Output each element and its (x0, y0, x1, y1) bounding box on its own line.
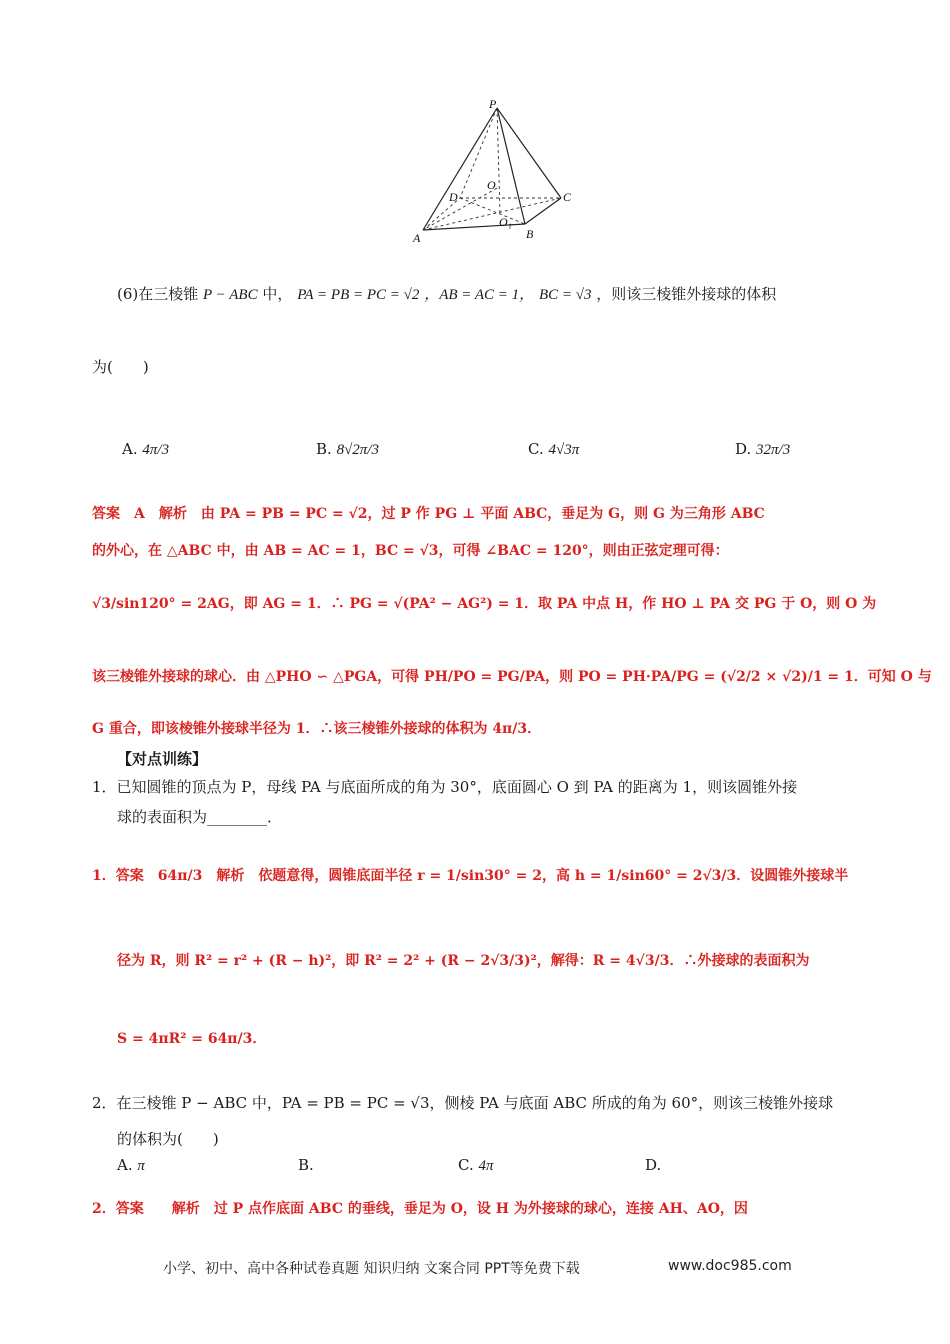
footer-url[interactable]: www.doc985.com (668, 1258, 792, 1274)
q2-option-c: C. 4π (458, 1156, 494, 1174)
label-O1: O₁ (499, 215, 512, 229)
label-P: P (489, 98, 497, 111)
q2-option-a: A. π (117, 1156, 145, 1174)
edge-AC (423, 198, 561, 230)
a6-line3: √3/sin120° = 2AG，即 AG = 1．∴ PG = √(PA² − AG²) = 1．取 PA 中点 H，作 HO ⊥ PA 交 PG 于 O，则 O 为 (92, 596, 877, 612)
q1-line1: 1．已知圆锥的顶点为 P，母线 PA 与底面所成的角为 30°，底面圆心 O 到 PA 的距离为 1，则该圆锥外接 (92, 778, 798, 796)
q6-option-c: C. 4√3π (528, 440, 580, 458)
q2-line1: 2．在三棱锥 P − ABC 中，PA = PB = PC = √3，侧棱 PA 与底面 ABC 所成的角为 60°，则该三棱锥外接球 (92, 1094, 834, 1112)
q6-stem: (6)在三棱锥 P − ABC 中， PA = PB = PC = √2 ，AB = AC = 1， BC = √3 ，则该三棱锥外接球的体积 (117, 285, 777, 303)
q6-option-d: D. 32π/3 (735, 440, 791, 458)
a1-line3: S = 4πR² = 64π/3． (117, 1031, 267, 1047)
pyramid-figure (405, 98, 595, 258)
edge-OA (423, 188, 497, 230)
a1-line2: 径为 R，则 R² = r² + (R − h)²，即 R² = 2² + (R − 2√3/3)²，解得：R = 4√3/3．∴外接球的表面积为 (117, 953, 810, 969)
edge-DB (460, 198, 525, 224)
a6-line1: 答案 A 解析 由 PA = PB = PC = √2，过 P 作 PG ⊥ 平面 ABC，垂足为 G，则 G 为三角形 ABC (92, 506, 765, 522)
q1-line2: 球的表面积为________． (117, 808, 283, 826)
footer-text: 小学、初中、高中各种试卷真题 知识归纳 文案合同 PPT等免费下载 (163, 1261, 580, 1277)
q2-option-b: B. (298, 1156, 314, 1174)
a6-line5: G 重合，即该棱锥外接球半径为 1．∴该三棱锥外接球的体积为 4π/3． (92, 721, 542, 737)
q2-line2: 的体积为( ) (117, 1130, 219, 1148)
q6-stem-cont: 为( ) (92, 358, 149, 376)
q6-option-b: B. 8√2π/3 (316, 440, 379, 458)
q6-option-a: A. 4π/3 (122, 440, 170, 458)
edge-BC (525, 198, 561, 224)
label-C: C (563, 190, 572, 204)
section-header-training: 【对点训练】 (117, 750, 208, 768)
label-D: D (449, 190, 458, 204)
a6-line2: 的外心，在 △ABC 中，由 AB = AC = 1，BC = √3，可得 ∠BAC = 120°，则由正弦定理可得： (92, 543, 729, 559)
label-A: A (413, 231, 421, 245)
q2-option-d: D. (645, 1156, 662, 1174)
a2-line1: 2．答案 解析 过 P 点作底面 ABC 的垂线，垂足为 O，设 H 为外接球的球心，连接 AH、AO，因 (92, 1201, 748, 1217)
label-O: O (487, 178, 496, 192)
edge-PA (423, 108, 497, 230)
label-B: B (526, 227, 534, 241)
edge-PC (497, 108, 561, 198)
a6-line4: 该三棱锥外接球的球心．由 △PHO ∽ △PGA，可得 PH/PO = PG/PA，则 PO = PH·PA/PG = (√2/2 × √2)/1 = 1．可知 O 与 (92, 669, 932, 685)
edge-PB (497, 108, 525, 224)
a1-line1: 1．答案 64π/3 解析 依题意得，圆锥底面半径 r = 1/sin30° = 2，高 h = 1/sin60° = 2√3/3．设圆锥外接球半 (92, 868, 849, 884)
edge-PO1 (497, 108, 500, 213)
